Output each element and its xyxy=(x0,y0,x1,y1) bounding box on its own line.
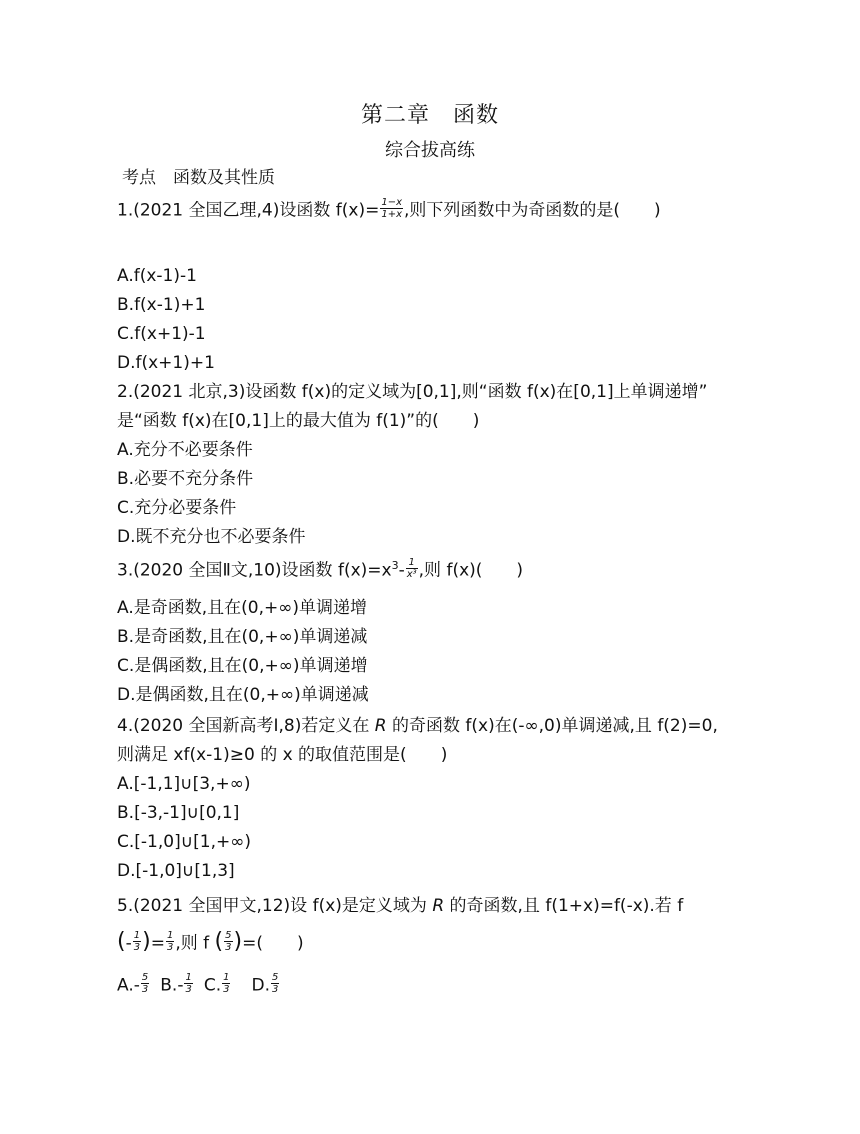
q5-d-den: 3 xyxy=(271,984,279,995)
q4-line1-b: 的奇函数 f(x)在(-∞,0)单调递减,且 f(2)=0, xyxy=(386,716,718,736)
q5-equals: = xyxy=(150,933,165,954)
q3-suffix: ,则 f(x)( ) xyxy=(418,560,524,581)
q5-fraction-1 xyxy=(133,930,141,953)
q3-prefix: 3.(2020 全国Ⅱ文,10)设函数 f(x)=x xyxy=(117,560,392,581)
q5-d-num: 5 xyxy=(271,972,279,983)
q1-option-d: D.f(x+1)+1 xyxy=(117,353,215,373)
q4-option-d: D.[-1,0]∪[1,3] xyxy=(117,861,235,881)
question-5-line-2 xyxy=(117,928,304,955)
chapter-subtitle: 综合拔高练 xyxy=(385,140,475,161)
q3-option-c: C.是偶函数,且在(0,+∞)单调递增 xyxy=(117,656,368,676)
q5-option-c-label: C. xyxy=(203,975,222,996)
q5-f3-num: 5 xyxy=(225,930,232,941)
q5-end: =( ) xyxy=(242,933,304,954)
q5-option-c-frac xyxy=(222,972,230,995)
q2-option-c: C.充分必要条件 xyxy=(117,498,237,518)
q5-options xyxy=(117,974,280,997)
q3-minus: - xyxy=(398,560,405,581)
q5-option-b-label: B.- xyxy=(160,975,184,996)
q4-option-c: C.[-1,0]∪[1,+∞) xyxy=(117,832,252,852)
q5-a-den: 3 xyxy=(141,984,149,995)
q5-f3-den: 3 xyxy=(225,942,232,953)
q4-line1-a: 4.(2020 全国新高考Ⅰ,8)若定义在 xyxy=(117,716,375,736)
q3-fraction xyxy=(406,557,418,580)
q5-f2-den: 3 xyxy=(166,942,174,953)
chapter-title: 第二章 函数 xyxy=(360,103,499,128)
q5-option-d-label: D. xyxy=(251,975,270,996)
question-3 xyxy=(117,559,523,582)
q3-frac-num: 1 xyxy=(406,557,418,569)
q5-close-paren-2: ) xyxy=(233,928,243,954)
q2-option-b: B.必要不充分条件 xyxy=(117,469,254,489)
q4-line-2: 则满足 xf(x-1)≥0 的 x 的取值范围是( ) xyxy=(117,745,448,765)
q4-option-a: A.[-1,1]∪[3,+∞) xyxy=(117,774,251,794)
q3-option-a: A.是奇函数,且在(0,+∞)单调递增 xyxy=(117,598,368,618)
q3-exponent: 3 xyxy=(391,558,399,572)
q1-prefix: 1.(2021 全国乙理,4)设函数 f(x)= xyxy=(117,200,380,221)
q5-open-paren-2: ( xyxy=(214,928,224,954)
q2-option-d: D.既不充分也不必要条件 xyxy=(117,527,306,547)
q5-fraction-2 xyxy=(166,930,174,953)
q5-fraction-3 xyxy=(224,930,232,953)
q2-line-2: 是“函数 f(x)在[0,1]上的最大值为 f(1)”的( ) xyxy=(117,411,480,431)
q5-f1-num: 1 xyxy=(133,930,141,941)
q5-a-num: 5 xyxy=(141,972,149,983)
q5-c-den: 3 xyxy=(223,984,230,995)
q1-suffix: ,则下列函数中为奇函数的是( ) xyxy=(404,200,661,221)
q3-frac-den: x³ xyxy=(406,569,417,580)
q5-option-a-label: A.- xyxy=(117,975,140,996)
q5-option-b-frac xyxy=(184,972,192,995)
question-5-line-1 xyxy=(117,895,683,917)
q3-option-b: B.是奇函数,且在(0,+∞)单调递减 xyxy=(117,627,368,647)
q1-option-b: B.f(x-1)+1 xyxy=(117,295,206,315)
q5-line1-a: 5.(2021 全国甲文,12)设 f(x)是定义域为 xyxy=(117,896,433,916)
q1-option-a: A.f(x-1)-1 xyxy=(117,266,197,286)
q2-option-a: A.充分不必要条件 xyxy=(117,440,253,460)
q5-set-r: R xyxy=(432,896,445,916)
question-1 xyxy=(117,199,661,222)
q5-close-paren: ) xyxy=(142,928,151,954)
q1-fraction xyxy=(380,197,403,220)
q5-option-d-frac xyxy=(271,972,279,995)
q1-frac-den: 1+x xyxy=(381,209,403,220)
q5-line1-b: 的奇函数,且 f(1+x)=f(-x).若 f xyxy=(444,896,684,916)
q5-open-paren: ( xyxy=(117,928,126,954)
q5-option-a-frac xyxy=(141,972,149,995)
q3-option-d: D.是偶函数,且在(0,+∞)单调递减 xyxy=(117,685,369,705)
q5-f2-num: 1 xyxy=(166,930,174,941)
q5-b-num: 1 xyxy=(185,972,192,983)
q1-option-c: C.f(x+1)-1 xyxy=(117,324,206,344)
q5-f1-den: 3 xyxy=(133,942,141,953)
q4-option-b: B.[-3,-1]∪[0,1] xyxy=(117,803,240,823)
q5-b-den: 3 xyxy=(185,984,192,995)
section-heading: 考点 函数及其性质 xyxy=(122,168,275,188)
question-4-line-1 xyxy=(117,715,718,737)
q5-minus: - xyxy=(125,933,132,954)
q5-mid: ,则 f xyxy=(175,933,215,954)
q5-c-num: 1 xyxy=(223,972,230,983)
q4-set-r: R xyxy=(374,716,387,736)
q2-line-1: 2.(2021 北京,3)设函数 f(x)的定义域为[0,1],则“函数 f(x)在[0,1]上单调递增” xyxy=(117,382,708,402)
q1-frac-num: 1−x xyxy=(381,197,403,208)
